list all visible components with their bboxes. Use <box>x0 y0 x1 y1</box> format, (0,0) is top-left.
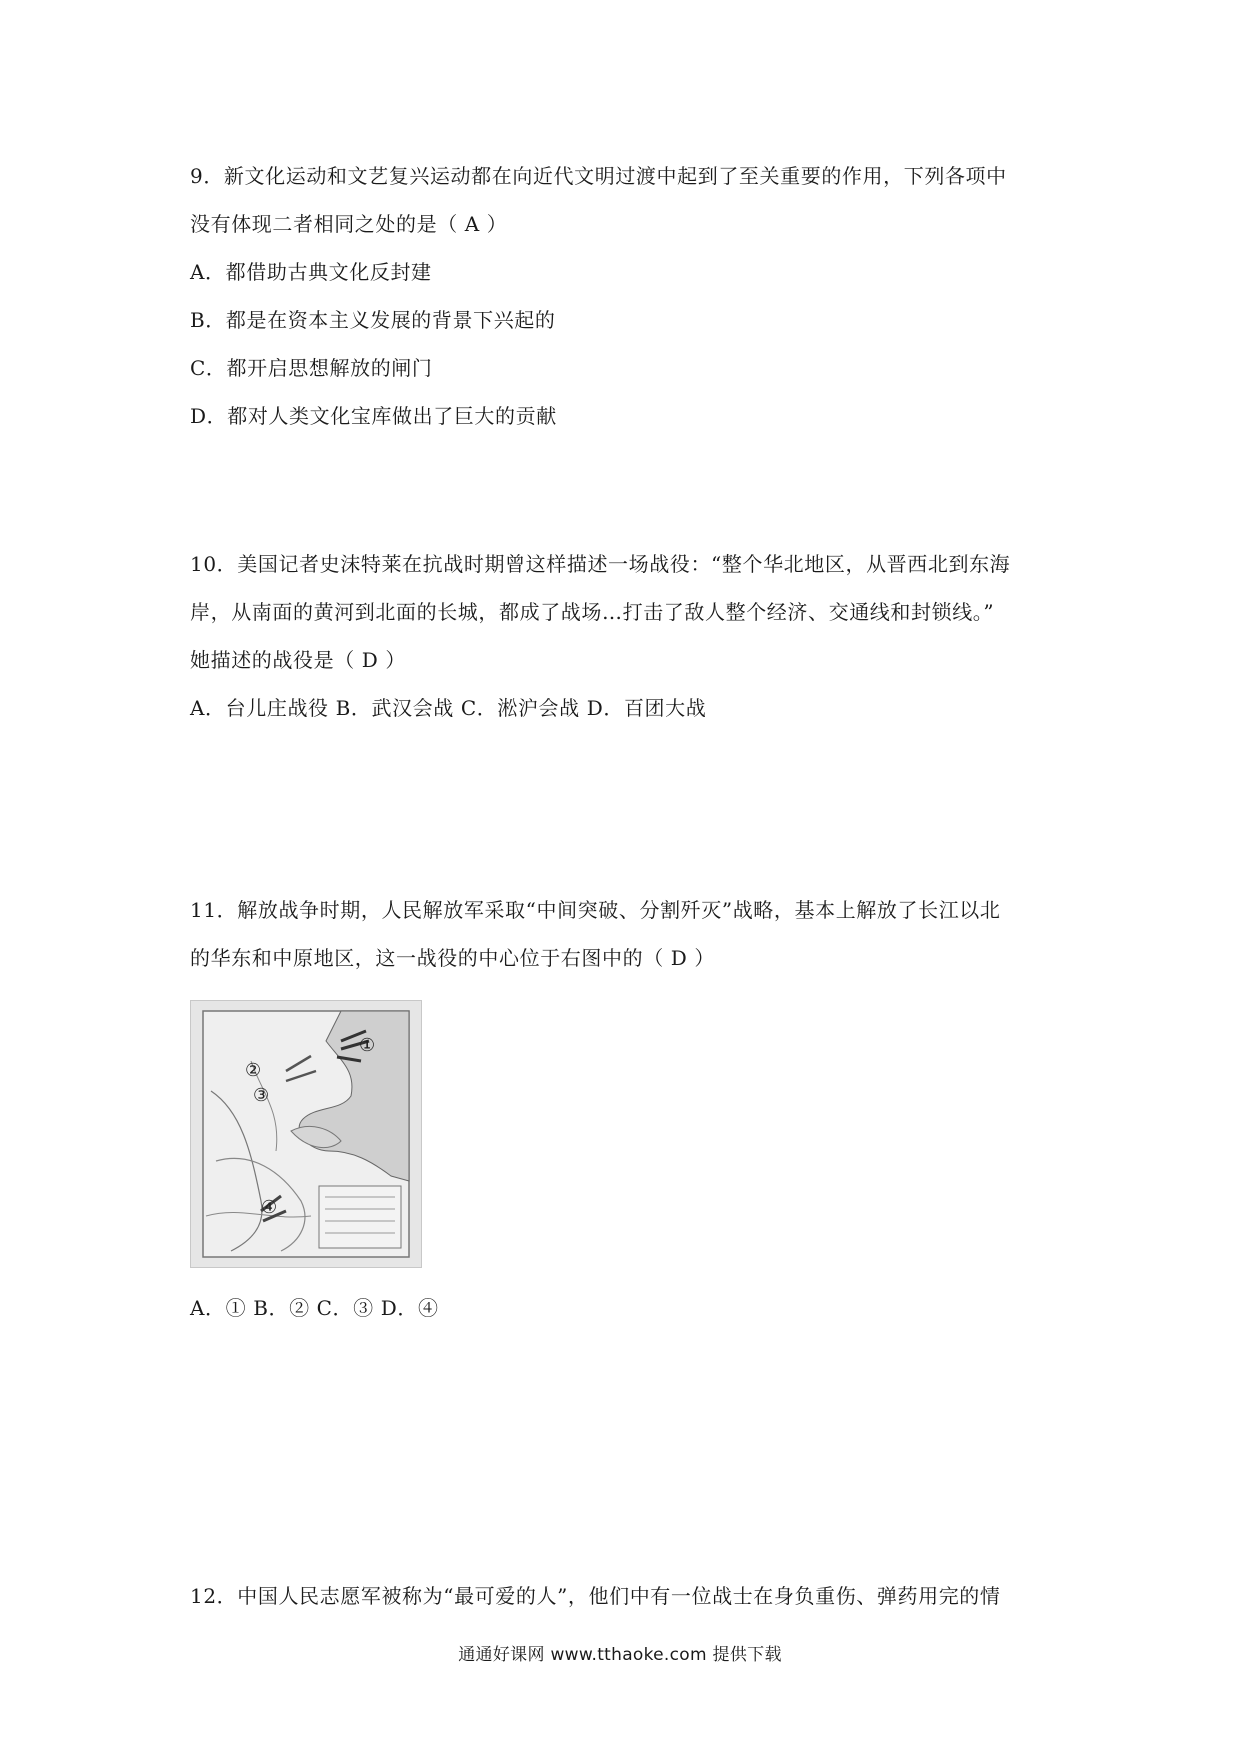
page-footer: 通通好课网 www.tthaoke.com 提供下载 <box>458 1645 782 1665</box>
q11-options: A．① B．② C．③ D．④ <box>190 1296 439 1320</box>
q9-option-d: D．都对人类文化宝库做出了巨大的贡献 <box>190 404 557 428</box>
q9-option-c: C．都开启思想解放的闸门 <box>190 356 433 380</box>
map-marker-2: ② <box>245 1060 262 1081</box>
map-marker-1: ① <box>359 1035 376 1056</box>
q11-stem-line-1: 11．解放战争时期，人民解放军采取“中间突破、分割歼灭”战略，基本上解放了长江以北 <box>190 898 1001 922</box>
q9-stem-line-1: 9．新文化运动和文艺复兴运动都在向近代文明过渡中起到了至关重要的作用，下列各项中 <box>190 164 1007 188</box>
q9-option-b: B．都是在资本主义发展的背景下兴起的 <box>190 308 556 332</box>
q9-option-a: A．都借助古典文化反封建 <box>190 260 432 284</box>
campaign-map-figure <box>190 1000 422 1268</box>
q11-stem-line-2: 的华东和中原地区，这一战役的中心位于右图中的（ D ） <box>190 946 715 970</box>
q10-stem-line-2: 岸，从南面的黄河到北面的长城，都成了战场…打击了敌人整个经济、交通线和封锁线。” <box>190 600 995 624</box>
map-marker-3: ③ <box>253 1085 270 1106</box>
q12-stem-line-1: 12．中国人民志愿军被称为“最可爱的人”，他们中有一位战士在身负重伤、弹药用完的情 <box>190 1584 1001 1608</box>
q10-options: A．台儿庄战役 B．武汉会战 C．淞沪会战 D．百团大战 <box>190 696 707 720</box>
campaign-map-drawing <box>191 1001 421 1267</box>
q9-stem-line-2: 没有体现二者相同之处的是（ A ） <box>190 212 508 236</box>
q10-stem-line-1: 10．美国记者史沫特莱在抗战时期曾这样描述一场战役：“整个华北地区，从晋西北到东海 <box>190 552 1011 576</box>
q10-stem-line-3: 她描述的战役是（ D ） <box>190 648 406 672</box>
map-marker-4: ④ <box>261 1197 278 1218</box>
